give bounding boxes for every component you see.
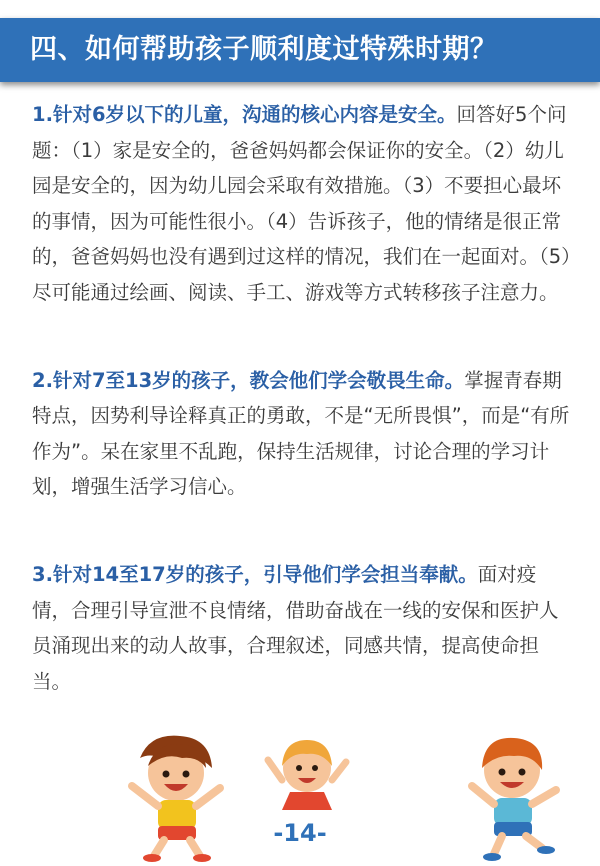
section-title: 四、如何帮助孩子顺利度过特殊时期？	[30, 34, 498, 65]
paragraph-body: 回答好5个问题：（1）家是安全的，爸爸妈妈都会保证你的安全。（2）幼儿园是安全的，因为幼儿园会采取有效措施。（3）不要担心最坏的事情，因为可能性很小。（4）告诉孩子，他的情绪是很正常的，爸爸妈妈也没有遇到过这样的情况，我们在一起面对。（5）尽可能通过绘画、阅读、手工、游戏等方式转移孩子注意力。	[32, 103, 571, 304]
paragraph-14-to-17	[32, 557, 572, 699]
waving-girl-illustration	[262, 730, 352, 810]
paragraph-body: 掌握青春期特点，因势利导诠释真正的勇敢，不是“无所畏惧”，而是“有所作为”。呆在家里不乱跑，保持生活规律，讨论合理的学习计划，增强生活学习信心。	[32, 368, 570, 499]
section-header-bar	[0, 18, 600, 82]
paragraph-lead: 3.针对14至17岁的孩子，引导他们学会担当奉献。	[32, 562, 478, 586]
paragraph-lead: 1.针对6岁以下的儿童，沟通的核心内容是安全。	[32, 103, 457, 126]
content-body	[32, 97, 572, 751]
paragraph-under-6	[32, 97, 572, 311]
paragraph-body: 面对疫情，合理引导宣泄不良情绪，借助奋战在一线的安保和医护人员涌现出来的动人故事，合理叙述，同感共情，提高使命担当。	[32, 562, 559, 693]
page-number: -14-	[273, 819, 327, 847]
paragraph-7-to-13	[32, 363, 572, 505]
paragraph-lead: 2.针对7至13岁的孩子，教会他们学会敬畏生命。	[32, 368, 465, 392]
